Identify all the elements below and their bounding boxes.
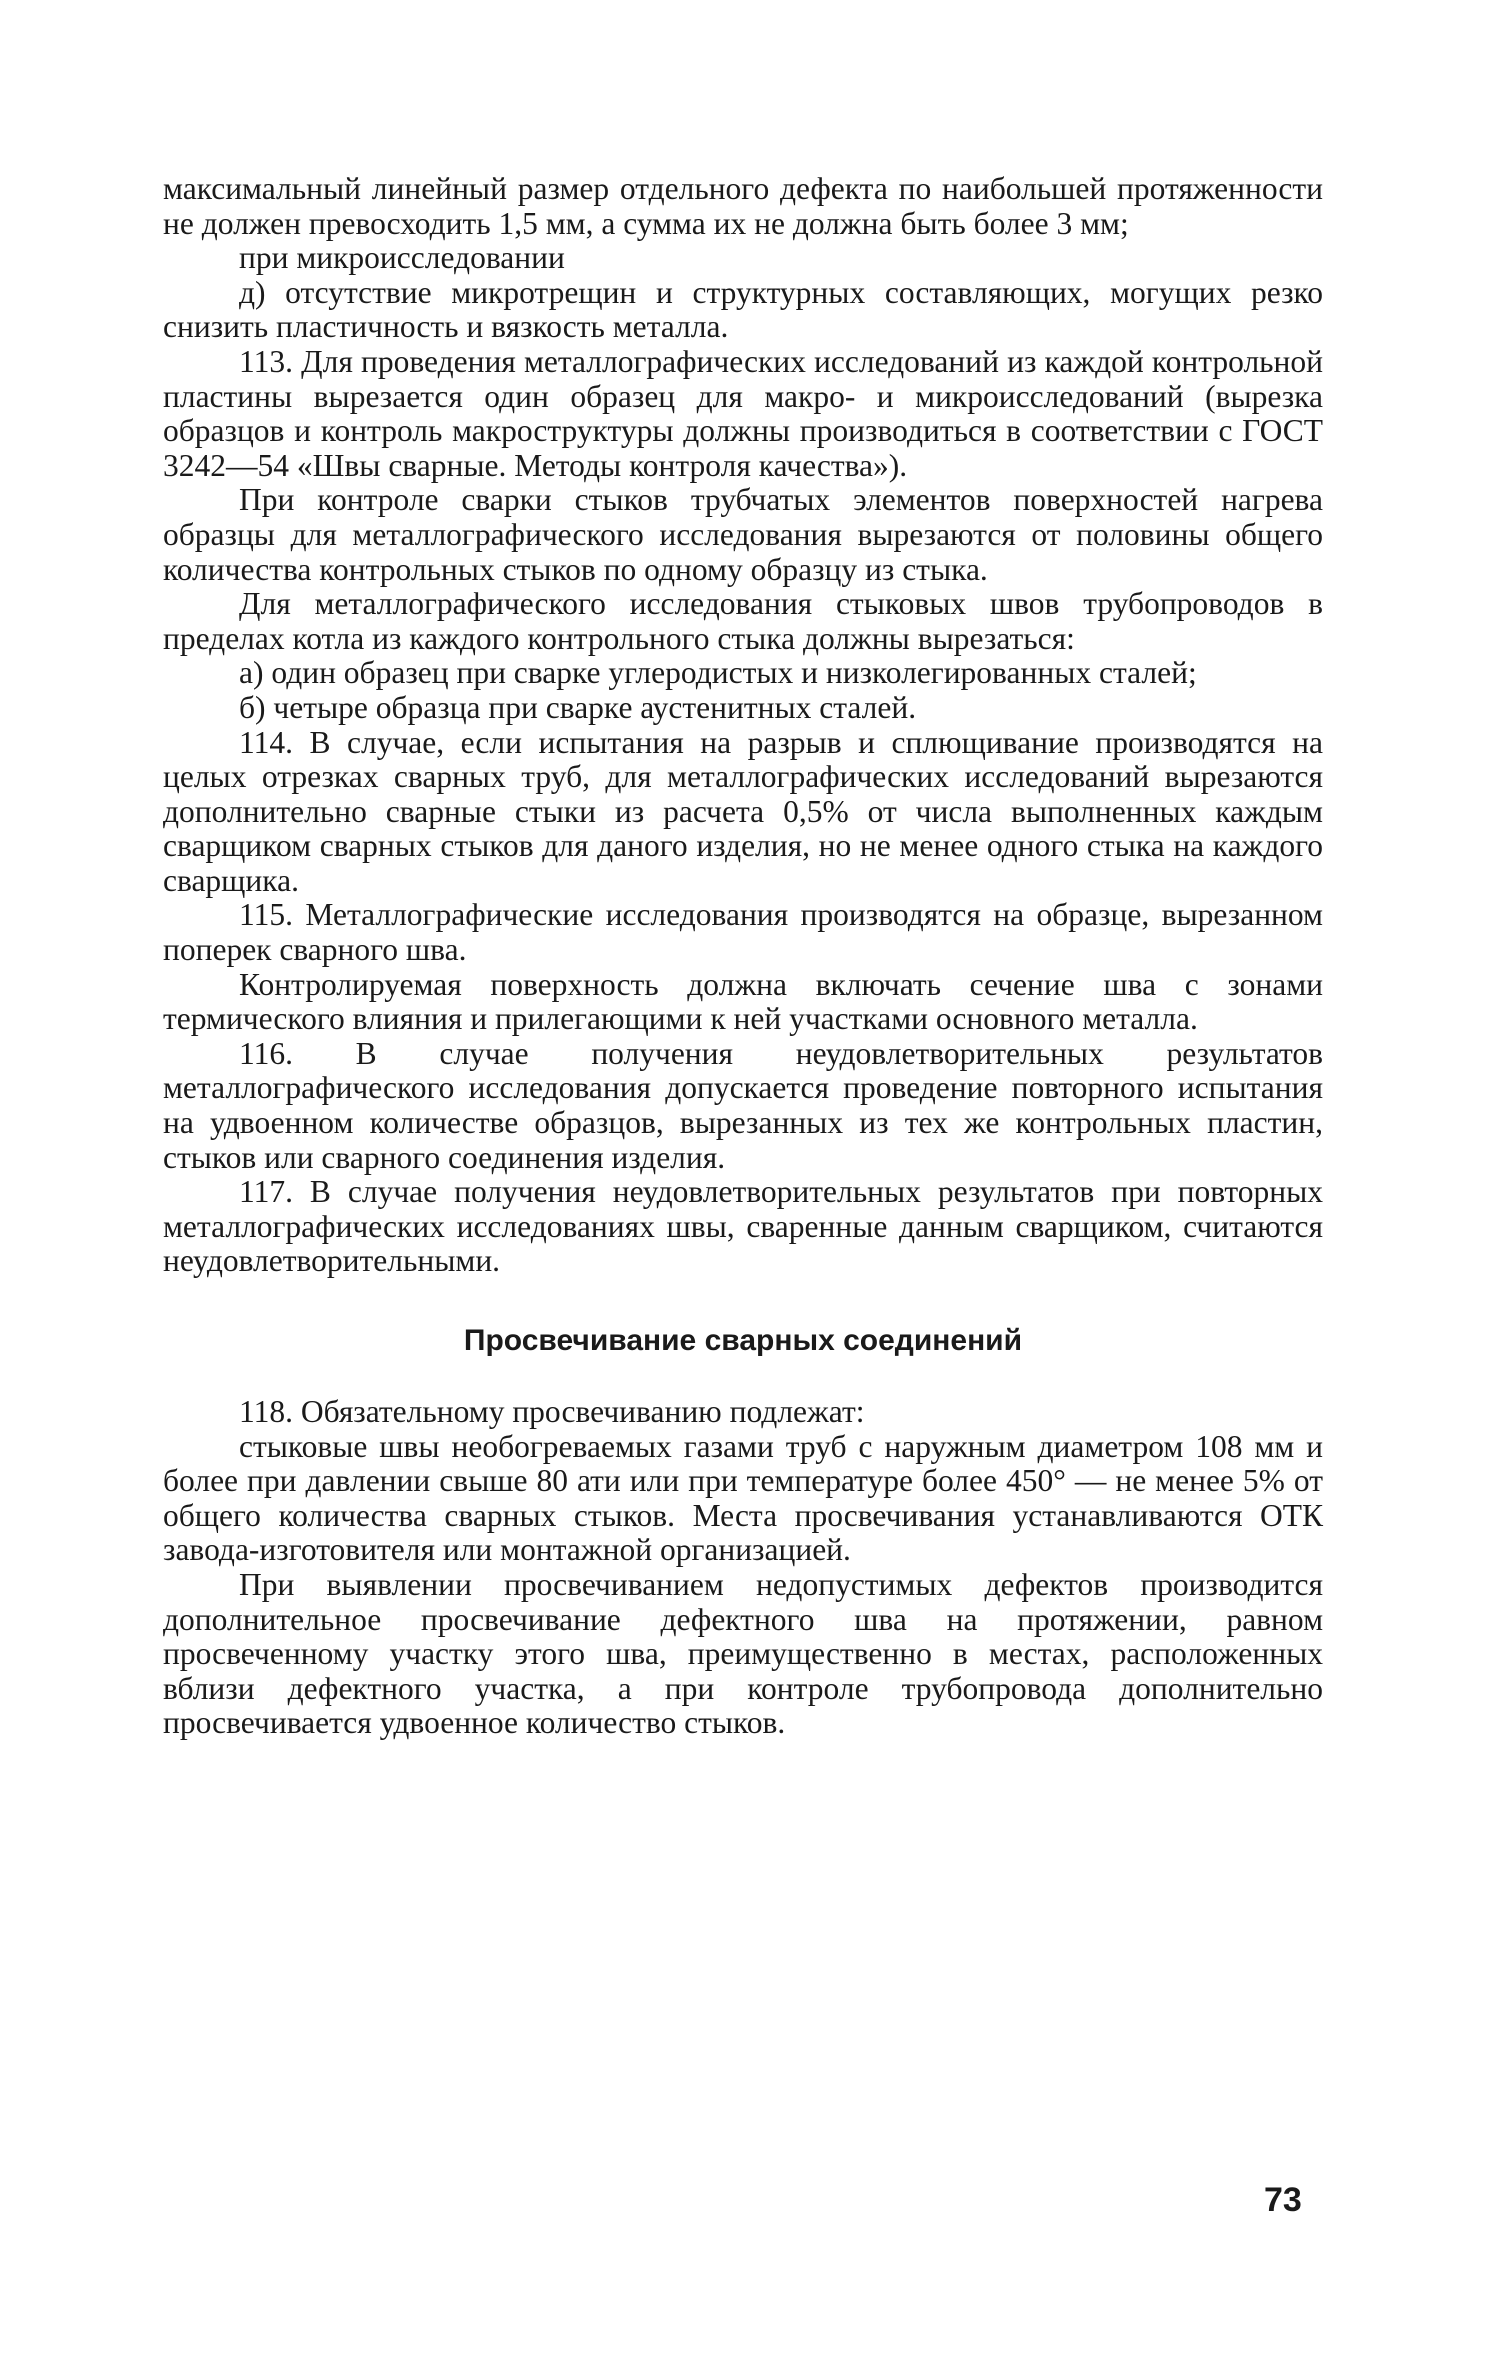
paragraph-113: 113. Для проведения металлографических исследований из каждой контрольной пластины вырезается один образец для макро- и микроисследований (вырезка образцов и контроль макроструктуры должны производиться в соответствии с ГОСТ 3242—54 «Швы сварные. Методы контроля качества»). (163, 343, 1323, 483)
paragraph: при микроисследовании (239, 240, 565, 276)
text-body (163, 172, 1323, 1741)
paragraph: стыковые швы необогреваемых газами труб с наружным диаметром 108 мм и более при давлении свыше 80 ати или при температуре более 450° — не менее 5% от общего количества сварных стыков. Места просвечивания устанавливаются ОТК завода-изготовителя или монтажной организацией. (163, 1428, 1323, 1568)
paragraph-115: 115. Металлографические исследования производятся на образце, вырезанном поперек сварного шва. (163, 897, 1323, 968)
paragraph-117: 117. В случае получения неудовлетворительных результатов при повторных металлографических исследованиях швы, сваренные данным сварщиком, считаются неудовлетворительными. (163, 1174, 1323, 1279)
paragraph-116: 116. В случае получения неудовлетворительных результатов металлографического исследования допускается проведение повторного испытания на удвоенном количестве образцов, вырезанных из тех же контрольных пластин, стыков или сварного соединения изделия. (163, 1035, 1323, 1175)
paragraph: При выявлении просвечиванием недопустимых дефектов производится дополнительное просвечивание дефектного шва на протяжении, равном просвеченному участку этого шва, преимущественно в местах, расположенных вблизи дефектного участка, а при контроле трубопровода дополнительно просвечивается удвоенное количество стыков. (163, 1566, 1323, 1741)
paragraph-118: 118. Обязательному просвечиванию подлежат: (239, 1394, 865, 1429)
page-number: 73 (1264, 2181, 1302, 2219)
paragraph-item-d: д) отсутствие микротрещин и структурных составляющих, могущих резко снизить пластичность и вязкость металла. (163, 274, 1323, 345)
paragraph-item-a: а) один образец при сварке углеродистых и низколегированных сталей; (239, 655, 1197, 691)
section-heading: Просвечивание сварных соединений (463, 1324, 1023, 1357)
paragraph-114: 114. В случае, если испытания на разрыв и сплющивание производятся на целых отрезках сварных труб, для металлографических исследований вырезаются дополнительно сварные стыки из расчета 0,5% от числа выполненных каждым сварщиком сварных стыков для даного изделия, но не менее одного стыка на каждого сварщика. (163, 724, 1323, 898)
paragraph: При контроле сварки стыков трубчатых элементов поверхностей нагрева образцы для металлографического исследования вырезаются от половины общего количества контрольных стыков по одному образцу из стыка. (163, 482, 1323, 587)
paragraph-item-b: б) четыре образца при сварке аустенитных сталей. (239, 689, 917, 725)
paragraph: максимальный линейный размер отдельного дефекта по наибольшей протяженности не должен превосходить 1,5 мм, а сумма их не должна быть более 3 мм; (163, 171, 1323, 241)
paragraph: Контролируемая поверхность должна включать сечение шва с зонами термического влияния и прилегающими к ней участками основного металла. (163, 966, 1323, 1037)
paragraph: Для металлографического исследования стыковых швов трубопроводов в пределах котла из каждого контрольного стыка должны вырезаться: (163, 586, 1323, 656)
